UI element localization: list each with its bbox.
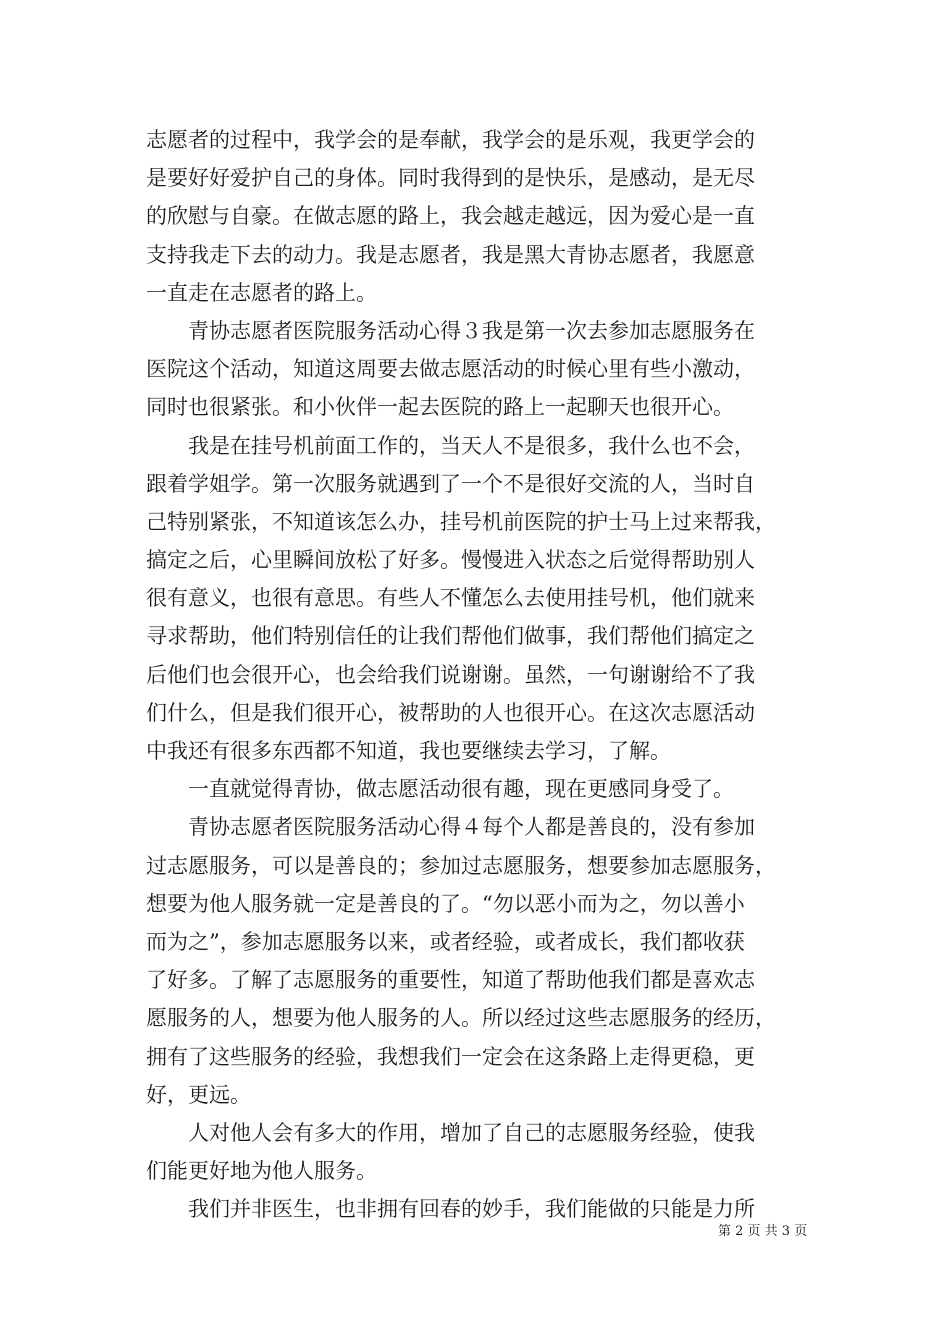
text-line: 青协志愿者医院服务活动心得４每个人都是善良的，没有参加 <box>146 815 755 840</box>
text-line: 后他们也会很开心，也会给我们说谢谢。虽然，一句谢谢给不了我 <box>146 662 755 687</box>
text-line: 而为之”，参加志愿服务以来，或者经验，或者成长，我们都收获 <box>146 929 745 954</box>
text-line: 志愿者的过程中，我学会的是奉献，我学会的是乐观，我更学会的 <box>146 128 755 152</box>
text-line: 好，更远。 <box>146 1082 251 1107</box>
text-line: 愿服务的人，想要为他人服务的人。所以经过这些志愿服务的经历， <box>146 1006 776 1031</box>
text-line: 我们并非医生，也非拥有回春的妙手，我们能做的只能是力所 <box>146 1197 755 1222</box>
text-line: 一直走在志愿者的路上。 <box>146 280 377 305</box>
text-line: 很有意义，也很有意思。有些人不懂怎么去使用挂号机，他们就来 <box>146 586 755 611</box>
text-line: 同时也很紧张。和小伙伴一起去医院的路上一起聊天也很开心。 <box>146 395 734 420</box>
text-line: 青协志愿者医院服务活动心得３我是第一次去参加志愿服务在 <box>146 318 755 343</box>
page-number: 第 2 页 共 3 页 <box>718 1224 808 1239</box>
body-text <box>146 121 818 1228</box>
text-line: 拥有了这些服务的经验，我想我们一定会在这条路上走得更稳，更 <box>146 1044 755 1069</box>
text-line: 是要好好爱护自己的身体。同时我得到的是快乐，是感动，是无尽 <box>146 166 755 191</box>
text-line: 想要为他人服务就一定是善良的了。“勿以恶小而为之，勿以善小 <box>146 891 745 916</box>
text-line: 寻求帮助，他们特别信任的让我们帮他们做事，我们帮他们搞定之 <box>146 624 755 649</box>
text-line: 们什么，但是我们很开心，被帮助的人也很开心。在这次志愿活动 <box>146 700 755 725</box>
text-line: 医院这个活动，知道这周要去做志愿活动的时候心里有些小激动， <box>146 357 755 382</box>
text-line: 的欣慰与自豪。在做志愿的路上，我会越走越远，因为爱心是一直 <box>146 204 755 229</box>
text-line: 支持我走下去的动力。我是志愿者，我是黑大青协志愿者，我愿意 <box>146 242 755 267</box>
text-line: 中我还有很多东西都不知道，我也要继续去学习，了解。 <box>146 739 671 763</box>
text-line: 跟着学姐学。第一次服务就遇到了一个不是很好交流的人，当时自 <box>146 471 755 496</box>
text-line: 过志愿服务，可以是善良的；参加过志愿服务，想要参加志愿服务， <box>146 853 776 878</box>
text-line: 己特别紧张，不知道该怎么办，挂号机前医院的护士马上过来帮我， <box>146 509 776 534</box>
text-line: 人对他人会有多大的作用，增加了自己的志愿服务经验，使我 <box>146 1120 755 1145</box>
text-line: 我是在挂号机前面工作的，当天人不是很多，我什么也不会， <box>146 433 755 458</box>
text-line: 一直就觉得青协，做志愿活动很有趣，现在更感同身受了。 <box>146 777 734 802</box>
text-line: 搞定之后，心里瞬间放松了好多。慢慢进入状态之后觉得帮助别人 <box>146 548 755 573</box>
text-line: 们能更好地为他人服务。 <box>146 1159 377 1184</box>
text-line: 了好多。了解了志愿服务的重要性，知道了帮助他我们都是喜欢志 <box>146 968 755 993</box>
